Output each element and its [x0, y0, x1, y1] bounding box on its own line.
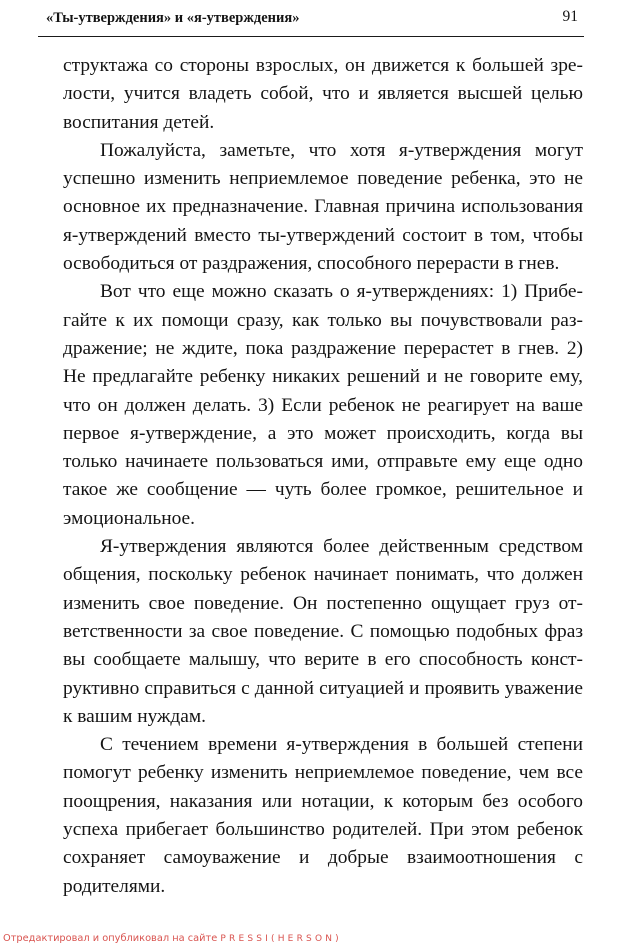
page-number: 91	[562, 8, 578, 25]
footer-publisher: PRESSI(HERSON)	[220, 934, 342, 944]
footer-credit	[3, 933, 342, 944]
paragraph-2: Пожалуйста, заметьте, что хотя я-утверждения могут успешно изменить неприемлемое поведение ребенка, это не основное их предназначение. Главная причина использования я-утверждений вместо ты-утверждений состоит в том, чтобы освободиться от раздражения, способного перерасти в гнев.	[63, 139, 583, 275]
paragraph-1: структажа со стороны взрослых, он движется к большей зрелости, учится владеть собой, что и является высшей целью воспитания детей.	[63, 55, 583, 133]
paragraph-5: С течением времени я-утверждения в большей степени помогут ребенку изменить неприемлемое поведение, чем все поощрения, наказания или нотации, к которым без особого успеха прибегает большинство родителей. При этом ребенок сохраняет самоуважение и добрые взаимоотношения с родителями.	[63, 734, 583, 897]
body-text	[63, 52, 583, 901]
footer-credit-text: Отредактировал и опубликовал на сайте	[3, 933, 218, 944]
paragraph-3: Вот что еще можно сказать о я-утверждениях: 1) Прибегайте к их помощи сразу, как только вы почувствовали раздражение; не ждите, пока раздражение перерастет в гнев. 2) Не предлагайте ребенку никаких решений и не говорите ему, что он должен делать. 3) Если ребенок не реагирует на ваше первое я-утверждение, а это может происходить, когда вы только начинаете пользоваться ими, отправьте ему еще одно такое же сообщение — чуть более громкое, решительное и эмоциональное.	[63, 281, 583, 529]
paragraph-4: Я-утверждения являются более действенным средством общения, поскольку ребенок начинает понимать, что должен изменить свое поведение. Он постепенно ощущает груз ответственности за свое поведение. С помощью подобных фраз вы сообщаете малышу, что верите в его способность конструктивно справиться с данной ситуацией и проявить уважение к вашим нуждам.	[63, 536, 583, 727]
page-header	[38, 6, 584, 37]
running-head: «Ты-утверждения» и «я-утверждения»	[46, 10, 300, 26]
